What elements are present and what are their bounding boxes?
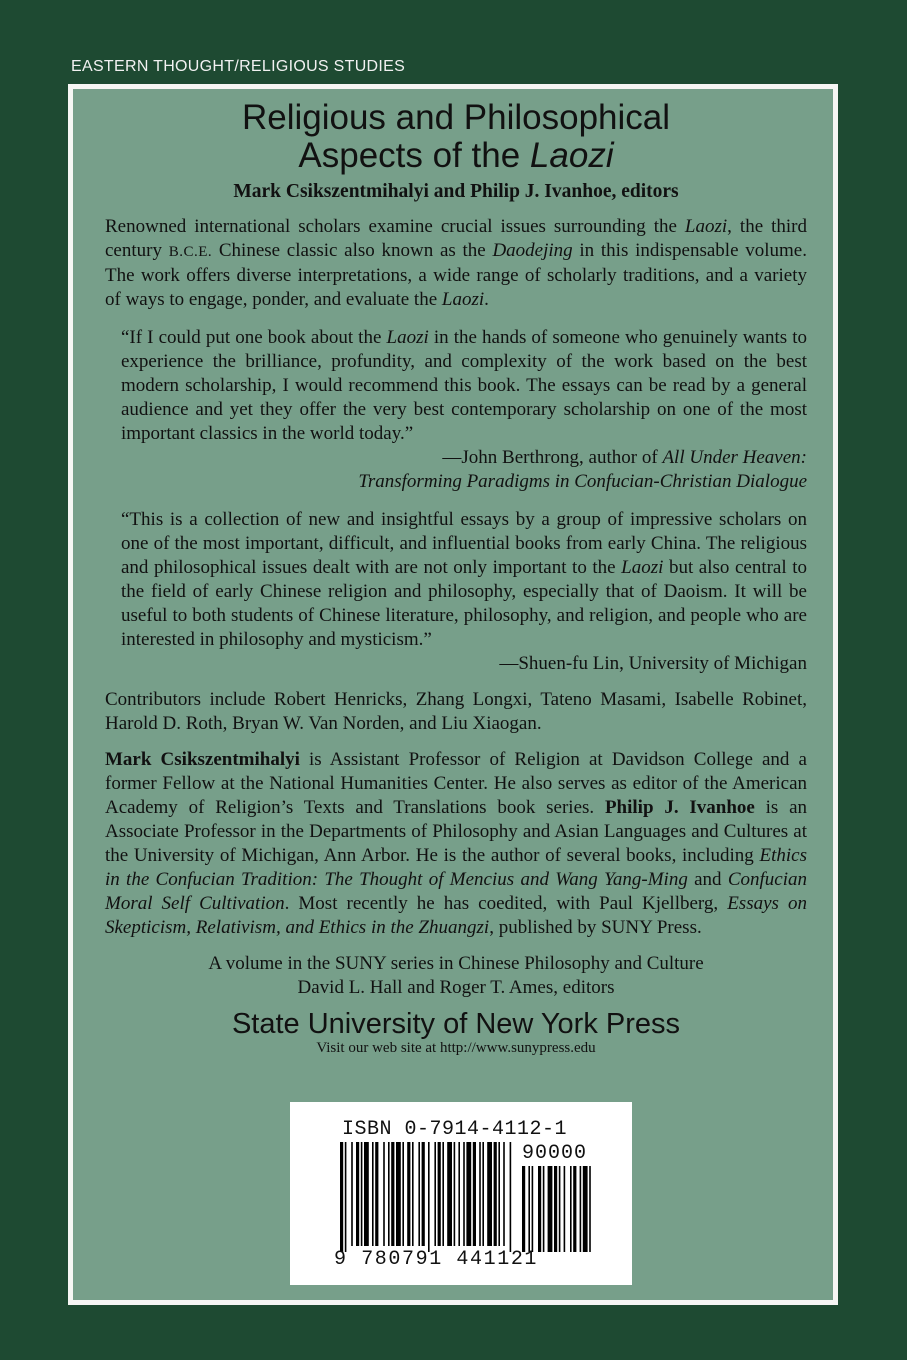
barcode-bar [479,1142,481,1246]
editors-line: Mark Csikszentmihalyi and Philip J. Ivanhoe, editors [233,181,679,202]
barcode-bar [372,1142,374,1246]
bio-text: is an Associate Professor in the Departments of Philosophy and Asian Languages and Cultures at the University of Michigan, Ann Arbor. He is the author of several books, including [105,797,808,866]
lead-paragraph [105,215,807,312]
barcode-bar [458,1142,460,1246]
barcode-bar [482,1142,484,1246]
barcode-bar [422,1142,425,1246]
barcode-bar [402,1142,404,1246]
title-line-2-italic: Laozi [529,136,614,175]
addon-bar [559,1166,561,1252]
barcode-bar [375,1142,378,1246]
bio-italic: Essays on Skepticism, Relativism, and Ethics in the Zhuangzi [105,893,807,938]
bio-name: Philip J. Ivanhoe [604,797,755,818]
author-bio-paragraph [105,748,807,940]
attribution-book: Transforming Paradigms in Confucian-Christian Dialogue [358,471,807,492]
lead-italic: Laozi [441,289,485,310]
ean-text: 9 780791 441121 [334,1248,539,1271]
barcode-bar [473,1142,476,1246]
quote-berthrong-body [121,326,807,446]
lead-text: Renowned international scholars examine crucial issues surrounding the [105,216,685,237]
barcode-bar [364,1142,369,1246]
bio-text: . Most recently he has coedited, with Paul Kjellberg, [284,893,728,914]
barcode-bar [454,1142,456,1246]
addon-bar [573,1166,576,1252]
ean-barcode-icon [340,1142,511,1252]
quote-berthrong [121,326,807,494]
addon-bar [583,1166,588,1252]
barcode-bar [345,1142,347,1252]
barcode-bar [391,1142,394,1246]
category-label: EASTERN THOUGHT/RELIGIOUS STUDIES [71,58,406,75]
barcode-bar [428,1142,430,1252]
quote-lin-attribution: —Shuen-fu Lin, University of Michigan [499,653,807,674]
barcode-bar [434,1142,436,1246]
barcode-bar [351,1142,353,1246]
addon-bar [570,1166,572,1252]
book-title [105,99,807,175]
bio-text: and [687,869,728,890]
barcode-bar [340,1142,343,1252]
barcode-bar [442,1142,444,1246]
quote-text: “If I could put one book about the [121,327,387,348]
bio-italic: Confucian Moral Self Cultivation [105,869,808,914]
attribution-book: All Under Heaven: [662,447,807,468]
addon-bar [589,1166,591,1252]
price-code-text: 90000 [522,1142,588,1165]
bio-text: is Assistant Professor of Religion at Davidson College and a former Fellow at the National Humanities Center. He also serves as editor of the American Academy of Religion’s Texts and Translations book series. [105,749,807,818]
lead-italic: Laozi [684,216,728,237]
series-line-1: A volume in the SUNY series in Chinese Philosophy and Culture [208,953,704,974]
barcode-bar [418,1142,420,1246]
contributors-paragraph: Contributors include Robert Henricks, Zhang Longxi, Tateno Masami, Isabelle Robinet, Harold D. Roth, Bryan W. Van Norden, and Liu Xiaogan. [105,689,807,734]
quote-text: but also central to the field of early Chinese religion and philosophy, especially that of Daoism. It will be useful to both students of Chinese literature, philosophy, and religion, and people who are interested in philosophy and mysticism.” [121,557,807,650]
barcode-label [290,1102,632,1285]
quote-italic: Laozi [386,327,429,348]
barcode-bar [463,1142,465,1246]
lead-text: in this indispensable volume. The work offers diverse interpretations, a wide range of scholarly traditions, and a variety of ways to engage, ponder, and evaluate the [105,240,807,310]
addon-bar [532,1166,534,1252]
barcode-bar [383,1142,385,1246]
attribution-text: —John Berthrong, author of [442,447,663,468]
addon-bar [564,1166,566,1252]
barcode-bar [407,1142,410,1246]
quote-lin-body [121,508,807,652]
title-line-2-prefix: Aspects of the [298,136,530,175]
barcode-bar [466,1142,471,1246]
lead-text: . [484,289,489,310]
barcode-bar [361,1142,363,1246]
barcode-bar [356,1142,359,1246]
title-line-1: Religious and Philosophical [241,98,671,137]
back-cover-content [105,99,807,1056]
barcode-bar [396,1142,401,1246]
barcode-bar [503,1142,505,1246]
bio-text: , published by SUNY Press. [489,917,702,938]
publisher-name: State University of New York Press [231,1008,681,1040]
addon-bar [554,1166,557,1252]
quote-text: “This is a collection of new and insightful essays by a group of impressive scholars on one of the most important, difficult, and influential books from early China. The religious and philosophical issues dealt with are not only important to the [121,509,807,578]
quote-text: in the hands of someone who genuinely wants to experience the brilliance, profundity, and complexity of the work based on the best modern scholarship, I would recommend this book. The essays can be read by a general audience and yet they offer the very best contemporary scholarship on one of the most important classics in the world today.” [121,327,808,444]
lead-text: Chinese classic also known as the [212,240,493,261]
series-line-2: David L. Hall and Roger T. Ames, editors [297,977,615,998]
quote-berthrong-attribution [121,446,807,494]
addon-barcode-icon [522,1166,591,1252]
bio-name: Mark Csikszentmihalyi [105,749,300,770]
barcode-bar [498,1142,500,1246]
quote-lin [121,508,807,676]
addon-bar [548,1166,553,1252]
isbn-text: ISBN 0-7914-4112-1 [342,1118,568,1141]
barcode-bar [510,1142,512,1252]
barcode-bar [494,1142,497,1246]
publisher-website: Visit our web site at http://www.sunypress.edu [316,1040,596,1056]
lead-text: , the third century [105,216,807,261]
quote-italic: Laozi [621,557,664,578]
addon-bar [522,1166,525,1252]
addon-bar [543,1166,545,1252]
addon-bar [538,1166,541,1252]
barcode-bar [412,1142,414,1246]
barcode-bar [438,1142,441,1246]
barcode-bar [487,1142,492,1246]
lead-italic: Daodejing [492,240,573,261]
bio-italic: Ethics in the Confucian Tradition: The Thought of Mencius and Wang Yang-Ming [105,845,807,890]
barcode-bar [447,1142,452,1246]
lead-era: B.C.E. [168,244,213,260]
barcode-bar [388,1142,390,1246]
addon-bar [580,1166,582,1252]
addon-bar [528,1166,530,1252]
